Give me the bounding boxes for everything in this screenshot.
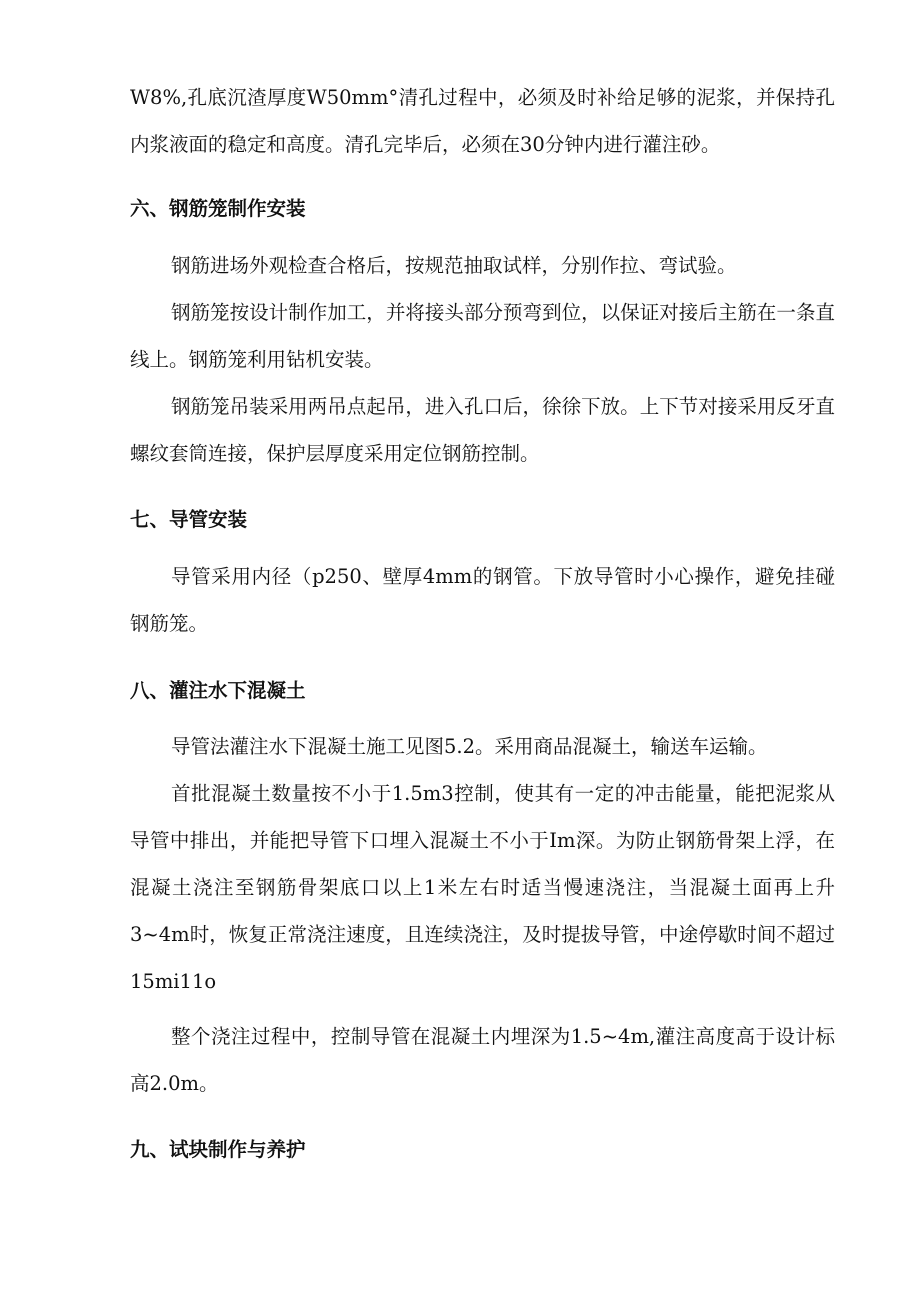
section-heading-eight: 八、灌注水下混凝土 xyxy=(130,679,306,702)
section-heading-six: 六、钢筋笼制作安装 xyxy=(130,197,306,220)
paragraph-hole-cleaning: W8%,孔底沉渣厚度W50mm°清孔过程中，必须及时补给足够的泥浆，并保持孔内浆液面的稳定和高度。清孔完毕后，必须在30分钟内进行灌注砂。 xyxy=(130,86,835,156)
section-heading-seven: 七、导管安装 xyxy=(130,508,248,531)
paragraph-first-batch-concrete: 首批混凝土数量按不小于1.5m3控制，使其有一定的冲击能量，能把泥浆从导管中排出，并能把导管下口埋入混凝土不小于Im深。为防止钢筋骨架上浮，在混凝土浇注至钢筋骨架底口以上1米左右时适当慢速浇注，当混凝土面再上升3~4m时，恢复正常浇注速度，且连续浇注，及时提拔导管，中途停歇时间不超过15mi11o xyxy=(130,782,835,993)
paragraph-rebar-cage-hoisting: 钢筋笼吊装采用两吊点起吊，进入孔口后，徐徐下放。上下节对接采用反牙直螺纹套筒连接，保护层厚度采用定位钢筋控制。 xyxy=(130,395,835,465)
paragraph-rebar-inspection: 钢筋进场外观检查合格后，按规范抽取试样，分别作拉、弯试验。 xyxy=(171,254,737,277)
section-heading-nine: 九、试块制作与养护 xyxy=(130,1138,306,1161)
paragraph-pouring-control: 整个浇注过程中，控制导管在混凝土内埋深为1.5~4m,灌注高度高于设计标高2.0m。 xyxy=(130,1025,835,1095)
paragraph-underwater-concrete-method: 导管法灌注水下混凝土施工见图5.2。采用商品混凝土，输送车运输。 xyxy=(171,735,768,758)
paragraph-rebar-cage-fabrication: 钢筋笼按设计制作加工，并将接头部分预弯到位，以保证对接后主筋在一条直线上。钢筋笼利用钻机安装。 xyxy=(130,301,835,371)
paragraph-tremie-installation: 导管采用内径（p250、壁厚4mm的钢管。下放导管时小心操作，避免挂碰钢筋笼。 xyxy=(130,565,835,635)
